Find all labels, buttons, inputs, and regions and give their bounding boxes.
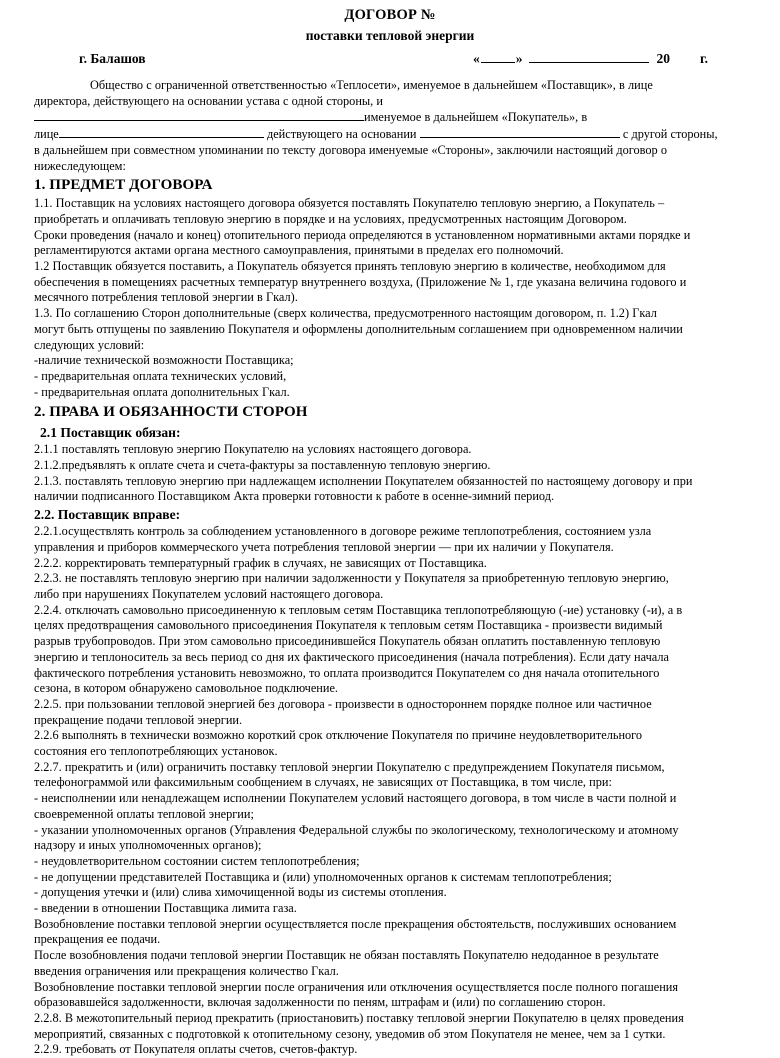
section-2-heading: 2. ПРАВА И ОБЯЗАННОСТИ СТОРОН [34, 404, 308, 421]
date-quote-close: » [515, 51, 523, 66]
section-2-2-line-10: сезона, в котором обнаружено самовольное подключение. [34, 681, 339, 696]
day-blank[interactable] [481, 51, 515, 63]
section-2-2-line-6: целях предотвращения самовольного присоединения Покупателя к тепловым сетям Поставщика - произвести видимый [34, 618, 663, 633]
year-suffix: г. [700, 51, 708, 66]
section-1-line-8: могут быть отпущены по заявлению Покупателя и оформлены дополнительным соглашением при одновременном наличии [34, 321, 683, 336]
section-2-2-line-9: фактического потребления установить невозможно, то оплата производится Покупателем со дня начала отопительного [34, 665, 660, 680]
section-2-2-line-27: После возобновления подачи тепловой энергии Поставщик не обязан поставлять Покупателю недоданное в результате [34, 948, 659, 963]
preamble-line-4-c: с другой стороны, [622, 127, 718, 142]
section-2-2-line-8: энергию и теплоноситель за весь период со дня их фактического присоединения (начала потребления). Если дату начала [34, 649, 669, 664]
preamble-line-4 [34, 126, 746, 143]
city-label: г. Балашов [79, 51, 146, 66]
section-2-2-line-30: образовавшейся задолженности, включая задолженности по пеням, штрафам и (или) по соглашению сторон. [34, 995, 606, 1010]
section-2-2-line-29: Возобновление поставки тепловой энергии после ограничения или отключения осуществляется после полного погашения [34, 979, 679, 994]
section-2-1-heading: 2.1 Поставщик обязан: [40, 425, 181, 441]
section-2-2-line-23: - допущения утечки и (или) слива химочищенной воды из системы отопления. [34, 885, 447, 900]
document-subtitle: поставки тепловой энергии [305, 28, 475, 43]
section-2-2-line-15: 2.2.7. прекратить и (или) ограничить поставку тепловой энергии Покупателю с предупреждением Покупателя письмом, [34, 759, 665, 774]
section-1-line-9: следующих условий: [34, 337, 145, 352]
section-2-2-line-20: надзору и иных уполномоченных органов); [34, 838, 262, 853]
preamble-line-4-b: действующего на основании [266, 127, 417, 142]
section-1-line-6: месячного потребления тепловой энергии в Гкал). [34, 290, 298, 305]
section-1-line-11: - предварительная оплата технических условий, [34, 368, 287, 383]
document-title: ДОГОВОР № [344, 7, 436, 23]
year-prefix: 20 [656, 51, 671, 66]
section-1-line-1: приобретать и оплачивать тепловую энергию в порядке и на условиях, предусмотренных настоящим Договором. [34, 211, 627, 226]
section-2-2-line-7: разрыв трубопроводов. При этом самовольно присоединившейся Покупатель обязан оплатить поставленную тепловую [34, 634, 661, 649]
section-2-2-line-24: - введении в отношении Поставщика лимита газа. [34, 901, 297, 916]
preamble-line-6: нижеследующем: [34, 158, 126, 173]
basis-blank[interactable] [420, 126, 620, 138]
section-2-2-line-4: либо при нарушениях Покупателем условий настоящего договора. [34, 586, 384, 601]
preamble-line-4-a: лице [34, 127, 59, 142]
section-2-2-line-3: 2.2.3. не поставлять тепловую энергию при наличии задолженности у Покупателя за приобретенную тепловую энергию, [34, 571, 669, 586]
section-2-1-line-1: 2.1.2.предъявлять к оплате счета и счета-фактуры за поставленную тепловую энергию. [34, 458, 491, 473]
document-body [34, 78, 746, 1058]
section-1-line-4: 1.2 Поставщик обязуется поставить, а Покупатель обязуется принять тепловую энергию в количестве, необходимом для [34, 259, 666, 274]
section-2-2-line-22: - не допущении представителей Поставщика и (или) уполномоченных органов к системам теплопотребления; [34, 869, 612, 884]
section-2-2-line-21: - неудовлетворительном состоянии систем теплопотребления; [34, 853, 360, 868]
section-2-2-heading: 2.2. Поставщик вправе: [34, 507, 181, 523]
date-fill-group [473, 51, 746, 67]
section-2-2-line-0: 2.2.1.осуществлять контроль за соблюдением установленного в договоре режиме теплопотребления, состоянием узла [34, 524, 652, 539]
section-1-line-0: 1.1. Поставщик на условиях настоящего договора обязуется поставлять Покупателю тепловую энергию, а Покупатель – [34, 196, 665, 211]
city-date-row [34, 51, 746, 67]
date-quote-open: « [473, 51, 480, 66]
section-2-1-line-3: наличии подписанного Поставщиком Акта проверки готовности к работе в осенне-зимний период. [34, 489, 555, 504]
section-1-line-12: - предварительная оплата дополнительных Гкал. [34, 384, 290, 399]
section-1-line-2: Сроки проведения (начало и конец) отопительного периода определяются в установленном нормативными актами порядке и [34, 227, 691, 242]
section-2-2-line-31: 2.2.8. В межотопительный период прекратить (приостановить) поставку тепловой энергии Покупателю в целях проведения [34, 1010, 684, 1025]
section-2-2-line-25: Возобновление поставки тепловой энергии осуществляется после прекращения обстоятельств, послуживших основанием [34, 916, 677, 931]
section-2-2-line-18: своевременной оплаты тепловой энергии; [34, 806, 254, 821]
preamble-line-3-text: именуемое в дальнейшем «Покупатель», в [364, 110, 588, 125]
section-2-2-line-33: 2.2.9. требовать от Покупателя оплаты счетов, счетов-фактур. [34, 1042, 358, 1057]
section-2-2-line-17: - неисполнении или ненадлежащем исполнении Покупателем условий настоящего договора, в том числе в части полной и [34, 791, 677, 806]
buyer-representative-blank[interactable] [59, 126, 264, 138]
preamble-line-5: в дальнейшем при совместном упоминании по тексту договора именуемые «Стороны», заключили настоящий договор о [34, 142, 667, 157]
section-2-1-line-0: 2.1.1 поставлять тепловую энергию Покупателю на условиях настоящего договора. [34, 442, 472, 457]
section-2-1-line-2: 2.1.3. поставлять тепловую энергию при надлежащем исполнении Покупателем обязанностей по настоящему договору и при [34, 473, 693, 488]
section-2-2-line-28: введения ограничения или прекращения количество Гкал. [34, 963, 339, 978]
section-1-line-3: регламентируются актами органа местного самоуправления, принятыми в пределах его полномочий. [34, 243, 564, 258]
section-1-line-5: обеспечения в помещениях расчетных температур внутреннего воздуха, (Приложение № 1, где указана величина годового и [34, 274, 687, 289]
buyer-name-blank[interactable] [34, 109, 364, 121]
section-2-2-line-1: управления и приборов коммерческого учета потребления тепловой энергии — при их наличии у Покупателя. [34, 539, 614, 554]
section-2-2-line-2: 2.2.2. корректировать температурный график в случаях, не зависящих от Поставщика. [34, 555, 487, 570]
section-2-2-line-14: состояния его теплопотребляющих установок. [34, 744, 278, 759]
section-2-2-line-16: телефонограммой или факсимильным сообщением в случаях, не зависящих от Поставщика, в том числе, при: [34, 775, 612, 790]
month-blank[interactable] [529, 51, 649, 63]
section-1-line-10: -наличие технической возможности Поставщика; [34, 353, 294, 368]
preamble-line-3 [34, 109, 746, 126]
section-2-2-line-5: 2.2.4. отключать самовольно присоединенную к тепловым сетям Поставщика теплопотребляющую (-ие) установку (-и), а в [34, 602, 683, 617]
section-1-line-7: 1.3. По соглашению Сторон дополнительные (сверх количества, предусмотренного настоящим договором, п. 1.2) Гкал [34, 306, 657, 321]
preamble-line-2: директора, действующего на основании устава с одной стороны, и [34, 93, 383, 108]
section-2-2-line-32: мероприятий, связанных с подготовкой к отопительному сезону, уведомив об этом Покупателя не менее, чем за 1 сутки. [34, 1026, 666, 1041]
section-2-2-line-11: 2.2.5. при пользовании тепловой энергией без договора - произвести в одностороннем порядке полное или частичное [34, 696, 652, 711]
section-2-2-line-19: - указании уполномоченных органов (Управления Федеральной службы по экологическому, технологическому и атомному [34, 822, 679, 837]
preamble-line-1: Общество с ограниченной ответственностью «Теплосети», именуемое в дальнейшем «Поставщик», в лице [90, 78, 653, 92]
section-2-2-line-26: прекращения ее подачи. [34, 932, 161, 947]
section-1-heading: 1. ПРЕДМЕТ ДОГОВОРА [34, 177, 213, 194]
section-2-2-line-12: прекращение подачи тепловой энергии. [34, 712, 243, 727]
section-2-2-line-13: 2.2.6 выполнять в технически возможно короткий срок отключение Покупателя по причине неудовлетворительного [34, 728, 643, 743]
